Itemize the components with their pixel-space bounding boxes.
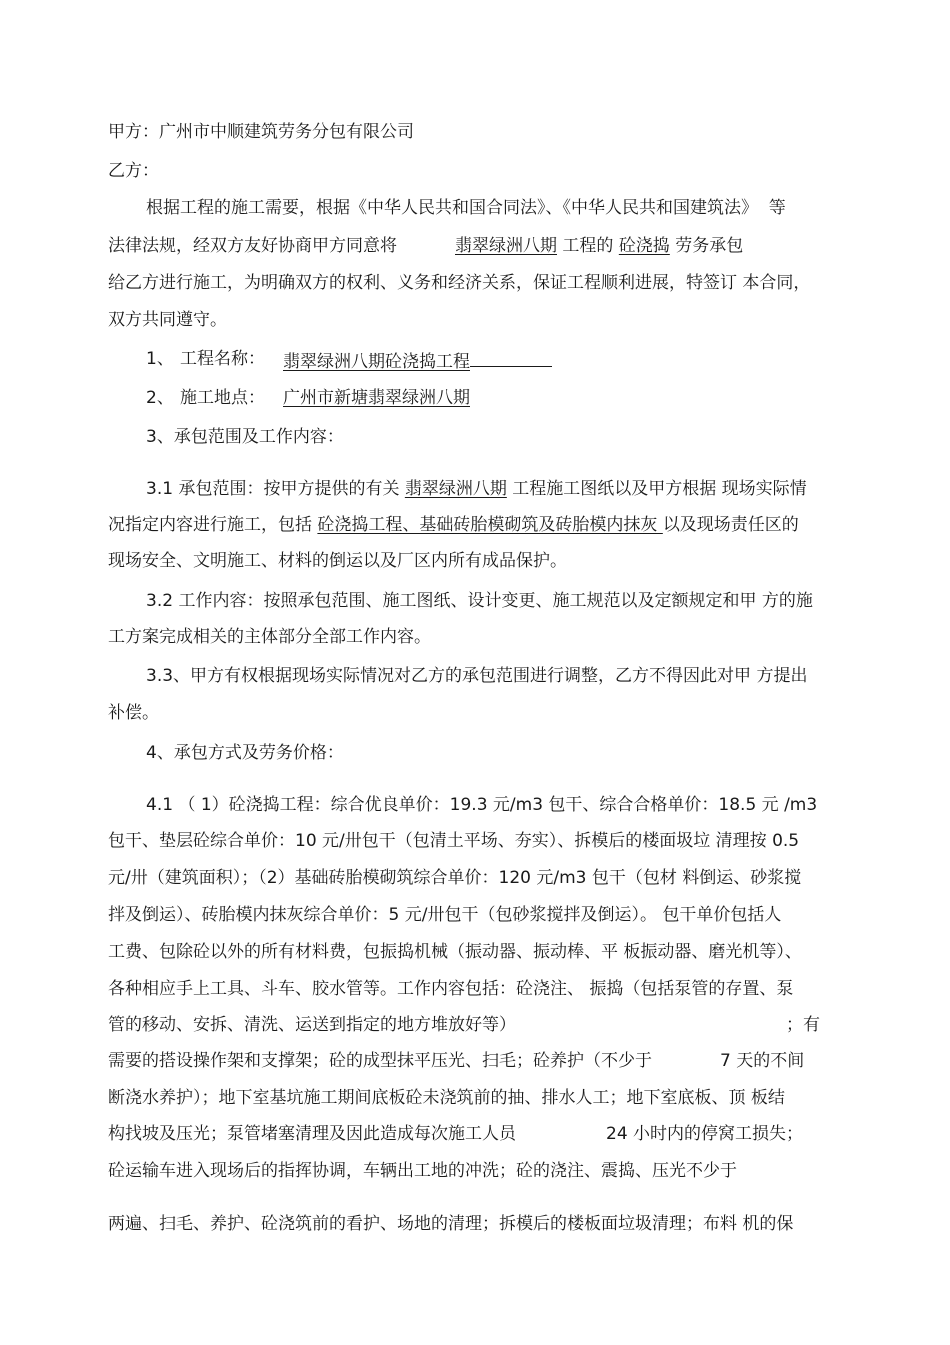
construction-site-value: 广州市新塘翡翠绿洲八期 [283, 388, 470, 408]
intro-line-2-end: 劳务承包 [669, 236, 744, 256]
intro-project-name: 翡翠绿洲八期 [455, 236, 557, 256]
s41-line-tail: ；有 [786, 1015, 820, 1035]
intro-line-3: 给乙方进行施工，为明确双方的权利、义务和经济关系，保证工程顺利进展，特签订 本合同， [108, 273, 811, 293]
s31-scope: 砼浇捣工程、基础砖胎模砌筑及砖胎模内抹灰 [317, 515, 663, 535]
s32-line-1: 3.2 工作内容：按照承包范围、施工图纸、设计变更、施工规范以及定额规定和甲 方的施 [146, 591, 813, 611]
item-2-label: 施工地点： [180, 388, 265, 408]
item-4-heading: 4、承包方式及劳务价格： [146, 743, 344, 763]
s31-line-2-end: 以及现场责任区的 [662, 515, 799, 535]
party-a-line: 甲方：广州市中顺建筑劳务分包有限公司 [108, 122, 414, 142]
s41-line: 构找坡及压光；泵管堵塞清理及因此造成每次施工人员 [108, 1124, 516, 1144]
item-1-label: 工程名称： [180, 349, 265, 369]
party-b-line: 乙方： [108, 161, 159, 181]
s41-line: 两遍、扫毛、养护、砼浇筑前的看护、场地的清理；拆模后的楼板面垃圾清理；布料 机的保 [108, 1214, 794, 1234]
s31-line-1-text: 3.1 承包范围：按甲方提供的有关 [146, 479, 405, 499]
s33-line-1: 3.3、甲方有权根据现场实际情况对乙方的承包范围进行调整，乙方不得因此对甲 方提出 [146, 666, 808, 686]
item-1-value [283, 348, 552, 373]
blank-underline [470, 348, 552, 367]
item-2-number: 2、 [146, 388, 174, 408]
item-3-heading: 3、承包范围及工作内容： [146, 427, 344, 447]
s31-line-3: 现场安全、文明施工、材料的倒运以及厂区内所有成品保护。 [108, 551, 567, 571]
intro-line-1: 根据工程的施工需要，根据《中华人民共和国合同法》、《中华人民共和国建筑法》 等 [146, 198, 786, 218]
intro-line-2-text: 法律法规，经双方友好协商甲方同意将 [108, 236, 397, 256]
intro-line-2-mid: 工程的 [557, 236, 619, 256]
s41-line: 各种相应手上工具、斗车、胶水管等。工作内容包括：砼浇注、 振捣（包括泵管的存置、泵 [108, 979, 794, 999]
s31-line-2-text: 况指定内容进行施工，包括 [108, 515, 318, 535]
s31-line-1-end: 工程施工图纸以及甲方根据 现场实际情 [506, 479, 807, 499]
item-2-value [283, 387, 470, 409]
s41-line: 包干、垫层砼综合单价：10 元/卅包干（包清土平场、夯实）、拆模后的楼面圾垃 清理按 0.5 [108, 831, 800, 851]
intro-line-2 [108, 235, 743, 257]
s32-line-2: 工方案完成相关的主体部分全部工作内容。 [108, 627, 431, 647]
item-1-number: 1、 [146, 349, 174, 369]
s41-line: 4.1 （ 1）砼浇捣工程：综合优良单价：19.3 元/m3 包干、综合合格单价：18.5 元 /m3 [146, 795, 818, 815]
intro-work-type: 砼浇捣 [618, 236, 670, 256]
s31-line-1 [146, 478, 807, 500]
s41-line-tail: 24 小时内的停窝工损失； [606, 1124, 804, 1144]
s41-line: 需要的搭设操作架和支撑架；砼的成型抹平压光、扫毛；砼养护（不少于 [108, 1051, 652, 1071]
intro-line-4: 双方共同遵守。 [108, 310, 227, 330]
project-name-value: 翡翠绿洲八期砼浇捣工程 [283, 352, 470, 372]
s33-line-2: 补偿。 [108, 703, 159, 723]
s41-line-tail: 7 天的不间 [720, 1051, 805, 1071]
s41-line: 砼运输车进入现场后的指挥协调，车辆出工地的冲洗；砼的浇注、震捣、压光不少于 [108, 1161, 737, 1181]
s41-line: 工费、包除砼以外的所有材料费，包振捣机械（振动器、振动棒、平 板振动器、磨光机等）、 [108, 942, 802, 962]
s31-line-2 [108, 514, 799, 536]
s41-line: 断浇水养护）；地下室基坑施工期间底板砼未浇筑前的抽、排水人工；地下室底板、顶 板结 [108, 1088, 785, 1108]
s41-line: 管的移动、安拆、清洗、运送到指定的地方堆放好等） [108, 1015, 516, 1035]
s41-line: 元/卅（建筑面积）；（2）基础砖胎模砌筑综合单价：120 元/m3 包干（包材 料倒运、砂浆搅 [108, 868, 802, 888]
s31-project-name: 翡翠绿洲八期 [404, 479, 507, 499]
s41-line: 拌及倒运）、砖胎模内抹灰综合单价：5 元/卅包干（包砂浆搅拌及倒运）。 包干单价包括人 [108, 905, 782, 925]
